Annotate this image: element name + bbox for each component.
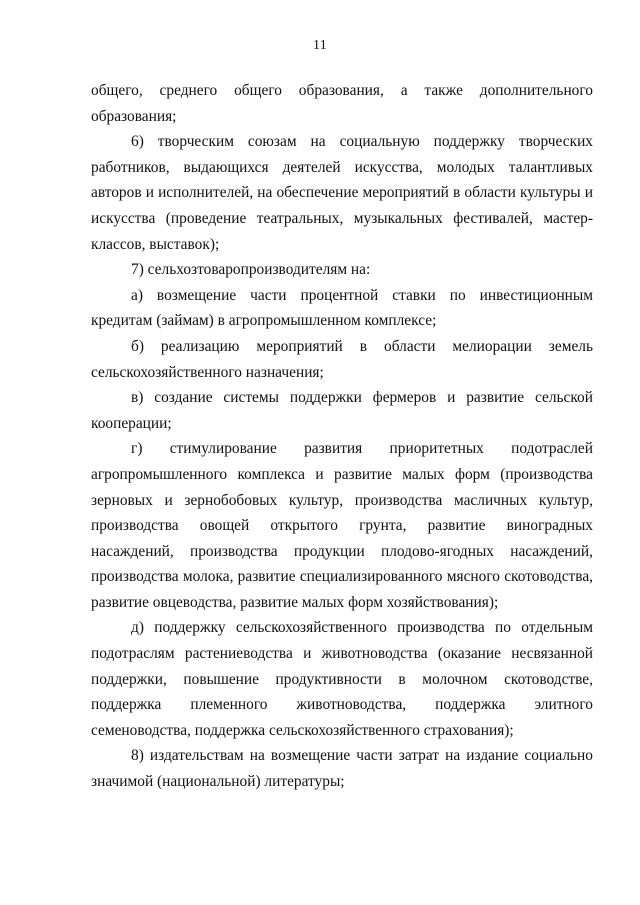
paragraph-item-7-agricultural-producers: 7) сельхозтоваропроизводителям на: <box>131 261 371 279</box>
page-number: 11 <box>313 38 327 53</box>
paragraph-item-7a-interest-rate: а) возмещение части процентной ставки по инвестиционным кредитам (займам) в агропромышленном комплексе; <box>91 286 593 330</box>
paragraph-education-continuation: общего, среднего общего образования, а также дополнительного образования; <box>91 82 593 125</box>
document-body <box>91 78 593 795</box>
paragraph-item-7g-priority-subsectors: г) стимулирование развития приоритетных подотраслей агропромышленного комплекса и развитие малых форм (производства зерновых и зернобобовых культур, производства масличных культур, производства овощей открытого грунта, развитие виноградных насаждений, производства продукции плодово-ягодных насаждений, производства молока, развитие специализированного мясного скотоводства, развитие овцеводства, развитие малых форм хозяйствования); <box>91 440 593 611</box>
paragraph-item-6-creative-unions: 6) творческим союзам на социальную поддержку творческих работников, выдающихся деятелей искусства, молодых талантливых авторов и исполнителей, на обеспечение мероприятий в области культуры и искусства (проведение театральных, музыкальных фестивалей, мастер-классов, выставок); <box>91 133 593 253</box>
paragraph-item-7b-land-reclamation: б) реализацию мероприятий в области мелиорации земель сельскохозяйственного назначения; <box>91 337 593 381</box>
paragraph-item-7d-agricultural-production: д) поддержку сельскохозяйственного производства по отдельным подотраслям растениеводства и животноводства (оказание несвязанной поддержки, повышение продуктивности в молочном скотоводстве, поддержка племенного животноводства, поддержка элитного семеноводства, поддержка сельскохозяйственного страхования); <box>91 619 593 739</box>
paragraph-item-7v-farmer-support: в) создание системы поддержки фермеров и развитие сельской кооперации; <box>91 389 593 432</box>
paragraph-item-8-publishers: 8) издательствам на возмещение части затрат на издание социально значимой (национальной) литературы; <box>91 747 593 791</box>
